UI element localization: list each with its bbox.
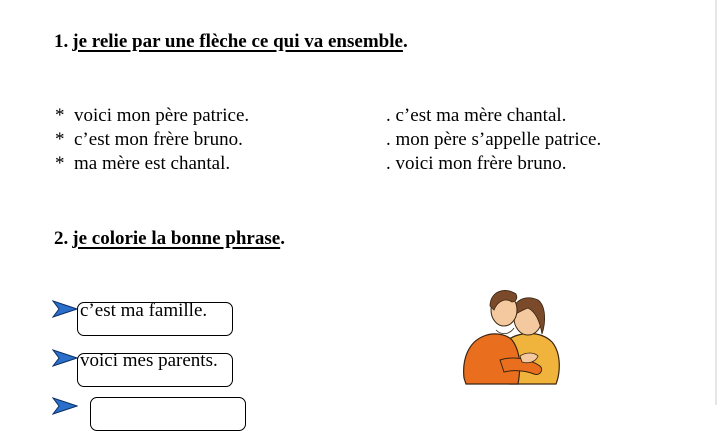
exercise-2-heading bbox=[54, 228, 285, 250]
left-sentence: ma mère est chantal. bbox=[74, 153, 231, 174]
left-sentence: voici mon père patrice. bbox=[74, 105, 250, 126]
exercise-2-instruction: je colorie la bonne phrase bbox=[72, 228, 281, 249]
exercise-1-punct: . bbox=[402, 31, 408, 52]
choice-text-2: voici mes parents. bbox=[80, 350, 218, 371]
arrowhead-bullet-icon bbox=[52, 396, 78, 416]
exercise-1-instruction: je relie par une flèche ce qui va ensemble bbox=[72, 31, 403, 52]
exercise-1-number: 1. bbox=[54, 31, 69, 52]
arrowhead-bullet-icon bbox=[52, 299, 78, 319]
choice-box-3[interactable] bbox=[90, 397, 246, 431]
left-sentence: c’est mon frère bruno. bbox=[74, 129, 243, 150]
right-sentence: . mon père s’appelle patrice. bbox=[386, 129, 602, 150]
asterisk-bullet: * bbox=[55, 105, 65, 126]
couple-hugging-clipart bbox=[460, 282, 564, 386]
asterisk-bullet: * bbox=[55, 153, 65, 174]
page-edge bbox=[715, 0, 717, 405]
exercise-1-heading bbox=[54, 31, 408, 53]
right-sentence: . c’est ma mère chantal. bbox=[386, 105, 567, 126]
right-sentence: . voici mon frère bruno. bbox=[386, 153, 567, 174]
arrowhead-bullet-icon bbox=[52, 348, 78, 368]
exercise-2-number: 2. bbox=[54, 228, 69, 249]
asterisk-bullet: * bbox=[55, 129, 65, 150]
choice-text-1: c’est ma famille. bbox=[80, 300, 208, 321]
exercise-2-punct: . bbox=[280, 228, 285, 249]
